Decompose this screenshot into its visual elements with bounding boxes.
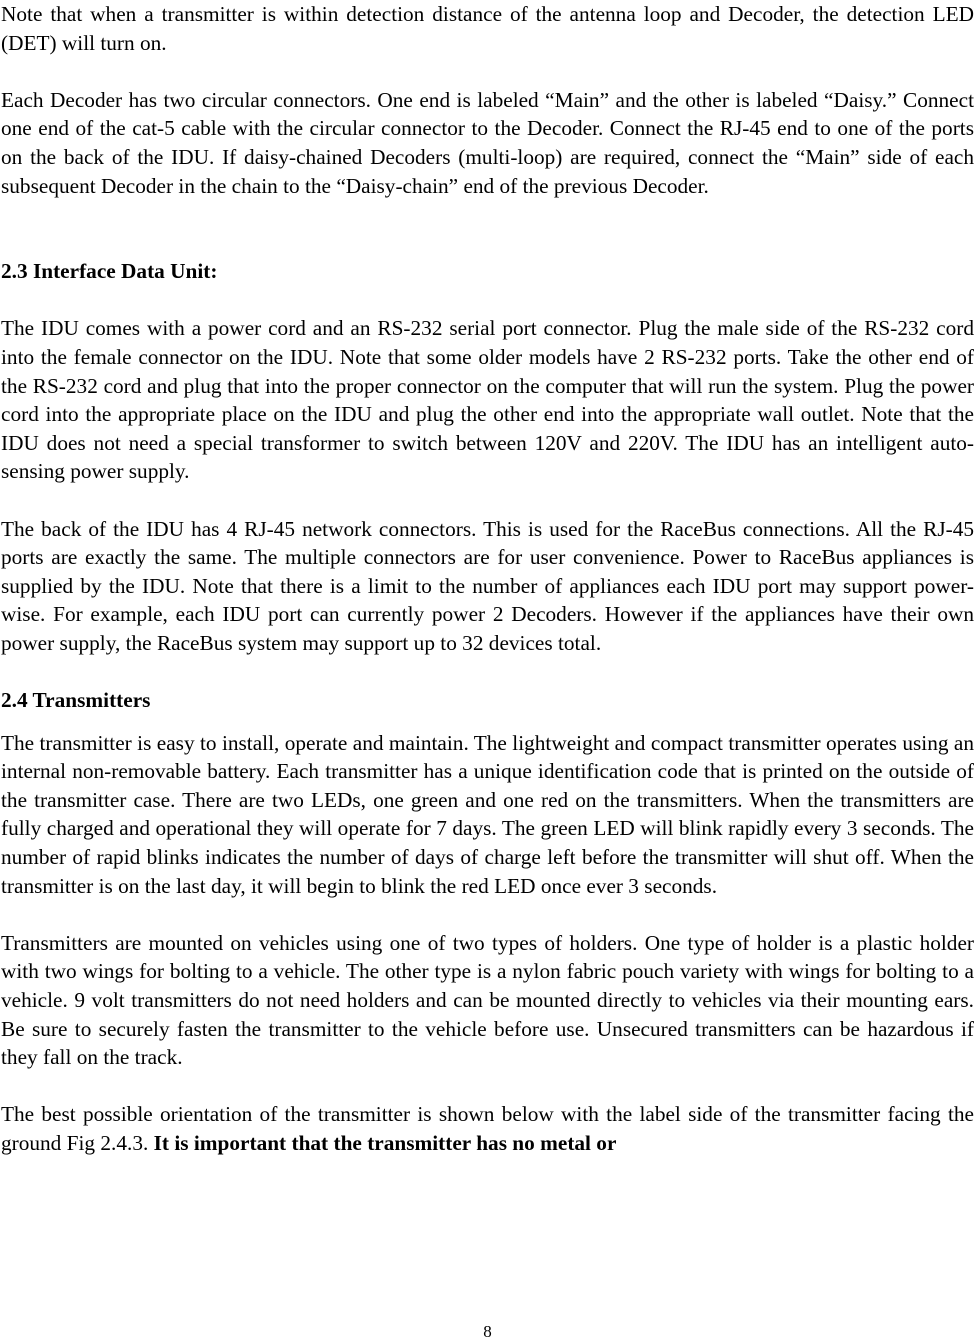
document-page [1, 0, 974, 1158]
transmitter-paragraph-orientation [1, 1100, 974, 1157]
page-number: 8 [483, 1322, 492, 1341]
transmitter-paragraph-holders: Transmitters are mounted on vehicles using one of two types of holders. One type of holder is a plastic holder with two wings for bolting to a vehicle. The other type is a nylon fabric pouch variety with wings for bolting to a vehicle. 9 volt transmitters do not need holders and can be mounted directly to vehicles via their mounting ears. Be sure to securely fasten the transmitter to the vehicle before use. Unsecured transmitters can be hazardous if they fall on the track. [1, 930, 974, 1070]
intro-paragraph-detection: Note that when a transmitter is within detection distance of the antenna loop and Decoder, the detection LED (DET) will turn on. [1, 2, 974, 55]
section-heading-2-4: 2.4 Transmitters [1, 688, 151, 713]
transmitter-paragraph-operation: The transmitter is easy to install, operate and maintain. The lightweight and compact transmitter operates using an internal non-removable battery. Each transmitter has a unique identification code that is printed on the outside of the transmitter case. There are two LEDs, one green and one red on the transmitters. When the transmitters are fully charged and operational they will operate for 7 days. The green LED will blink rapidly every 3 seconds. The number of rapid blinks indicates the number of days of charge left before the transmitter will shut off. When the transmitter is on the last day, it will begin to blink the red LED once ever 3 seconds. [1, 730, 974, 898]
orientation-warning: It is important that the transmitter has no metal or [153, 1130, 617, 1155]
orientation-text: The best possible orientation of the transmitter is shown below with the label side of the transmitter facing the ground Fig 2.4.3. [1, 1102, 974, 1155]
intro-paragraph-decoder-connectors: Each Decoder has two circular connectors. One end is labeled “Main” and the other is labeled “Daisy.” Connect one end of the cat-5 cable with the circular connector to the Decoder. Connect the RJ-45 end to one of the ports on the back of the IDU. If daisy-chained Decoders (multi-loop) are required, connect the “Main” side of each subsequent Decoder in the chain to the “Daisy-chain” end of the previous Decoder. [1, 87, 974, 198]
idu-paragraph-power: The IDU comes with a power cord and an RS-232 serial port connector. Plug the male side of the RS-232 cord into the female connector on the IDU. Note that some older models have 2 RS-232 ports. Take the other end of the RS-232 cord and plug that into the proper connector on the computer that will run the system. Plug the power cord into the appropriate place on the IDU and plug the other end into the appropriate wall outlet. Note that the IDU does not need a special transformer to switch between 120V and 220V. The IDU has an intelligent auto-sensing power supply. [1, 316, 974, 484]
section-heading-2-3: 2.3 Interface Data Unit: [1, 259, 218, 284]
idu-paragraph-rj45: The back of the IDU has 4 RJ-45 network connectors. This is used for the RaceBus connections. All the RJ-45 ports are exactly the same. The multiple connectors are for user convenience. Power to RaceBus appliances is supplied by the IDU. Note that there is a limit to the number of appliances each IDU port may support power-wise. For example, each IDU port can currently power 2 Decoders. However if the appliances have their own power supply, the RaceBus system may support up to 32 devices total. [1, 516, 974, 655]
